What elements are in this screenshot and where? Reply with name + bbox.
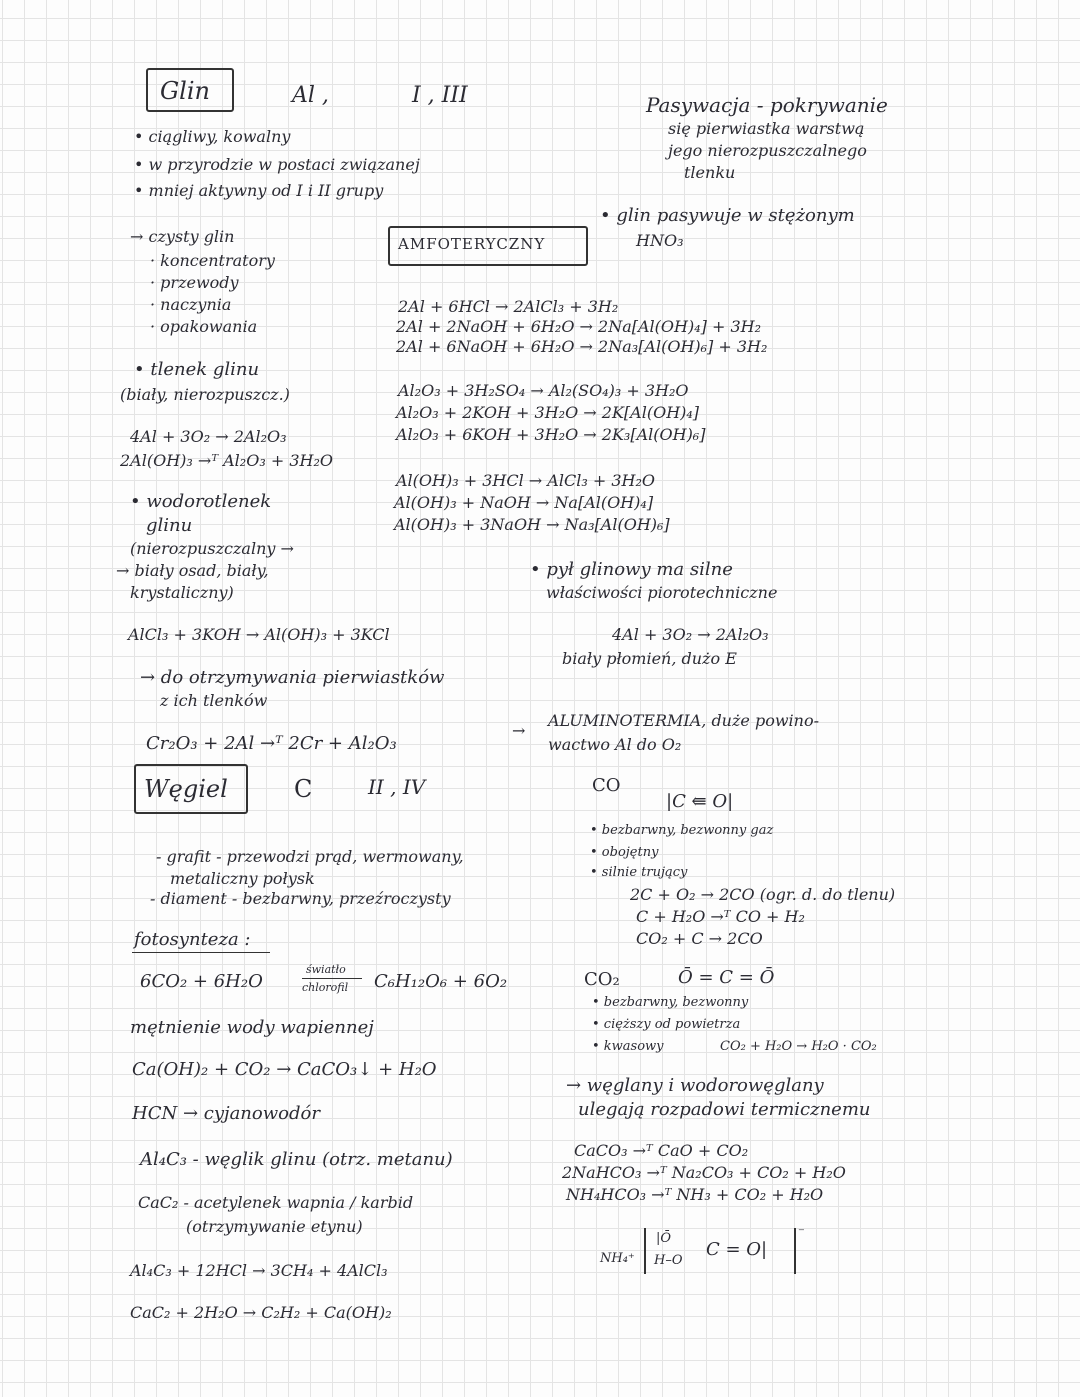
calcium-carbide-equation: CaC₂ + 2H₂O → C₂H₂ + Ca(OH)₂ bbox=[130, 1303, 392, 1322]
bicarbonate-carbon: C = O| bbox=[706, 1239, 768, 1260]
photosynthesis-products: C₆H₁₂O₆ + 6O₂ bbox=[374, 971, 508, 992]
oxide-equation-1: 4Al + 3O₂ → 2Al₂O₃ bbox=[130, 427, 287, 446]
pure-use-4: · opakowania bbox=[150, 317, 258, 336]
amphoteric-oxide-eq-1: Al₂O₃ + 3H₂SO₄ → Al₂(SO₄)₃ + 3H₂O bbox=[398, 381, 689, 400]
passivation-line-2: się pierwiastka warstwą bbox=[668, 119, 865, 138]
hydroxide-equation: AlCl₃ + 3KOH → Al(OH)₃ + 3KCl bbox=[128, 625, 390, 644]
carbonates-equation-2: 2NaHCO₃ →ᵀ Na₂CO₃ + CO₂ + H₂O bbox=[562, 1163, 846, 1182]
co-property-2: • obojętny bbox=[590, 845, 659, 860]
aluminothermy-arrow: → bbox=[512, 721, 526, 740]
valence-aluminium: I , III bbox=[412, 83, 468, 108]
aluminothermy-line-2: wactwo Al do O₂ bbox=[548, 735, 682, 754]
graphite-line-2: metaliczny połysk bbox=[170, 869, 315, 888]
photosynthesis-title: fotosynteza : bbox=[134, 929, 251, 950]
photosynthesis-arrow bbox=[302, 978, 362, 979]
co-property-1: • bezbarwny, bezwonny gaz bbox=[590, 823, 774, 838]
calcium-carbide-line: CaC₂ - acetylenek wapnia / karbid bbox=[138, 1193, 414, 1212]
title-aluminium: Glin bbox=[160, 77, 210, 105]
amphoteric-oxide-eq-3: Al₂O₃ + 6KOH + 3H₂O → 2K₃[Al(OH)₆] bbox=[396, 425, 706, 444]
passivation-line-3: jego nierozpuszczalnego bbox=[668, 141, 867, 160]
pure-use-1: · koncentratory bbox=[150, 251, 275, 270]
photosynthesis-reactants: 6CO₂ + 6H₂O bbox=[140, 971, 263, 992]
thermite-equation: Cr₂O₃ + 2Al →ᵀ 2Cr + Al₂O₃ bbox=[146, 733, 397, 754]
co-equation-2: C + H₂O →ᵀ CO + H₂ bbox=[636, 907, 805, 926]
amphoteric-metal-eq-1: 2Al + 6HCl → 2AlCl₃ + 3H₂ bbox=[398, 297, 619, 316]
passivation-line-4: tlenku bbox=[684, 163, 736, 182]
carbonates-equation-3: NH₄HCO₃ →ᵀ NH₃ + CO₂ + H₂O bbox=[566, 1185, 824, 1204]
hydroxide-title-2: glinu bbox=[146, 515, 193, 536]
passivation-title: Pasywacja - pokrywanie bbox=[646, 93, 888, 117]
ammonium-ion: NH₄⁺ bbox=[600, 1251, 635, 1266]
dust-note: biały płomień, dużo E bbox=[562, 649, 737, 668]
title-carbon: Węgiel bbox=[144, 775, 228, 803]
symbol-carbon: C bbox=[294, 775, 313, 803]
limewater-title: mętnienie wody wapiennej bbox=[130, 1017, 374, 1038]
oxide-equation-2: 2Al(OH)₃ →ᵀ Al₂O₃ + 3H₂O bbox=[120, 451, 333, 470]
co-equation-1: 2C + O₂ → 2CO (ogr. d. do tlenu) bbox=[630, 885, 896, 904]
bicarbonate-hydroxyl: H–O bbox=[654, 1253, 683, 1268]
amphoteric-label: AMFOTERYCZNY bbox=[398, 235, 546, 253]
calcium-carbide-note: (otrzymywanie etynu) bbox=[186, 1217, 363, 1236]
graphite-line: - grafit - przewodzi prąd, wermowany, bbox=[156, 847, 464, 866]
symbol-aluminium: Al , bbox=[292, 83, 329, 108]
property-2: • w przyrodzie w postaci związanej bbox=[134, 155, 420, 174]
photosynthesis-underline bbox=[132, 952, 270, 953]
passivation-note-2: HNO₃ bbox=[636, 231, 684, 250]
co-label: CO bbox=[592, 775, 621, 796]
amphoteric-metal-eq-2: 2Al + 2NaOH + 6H₂O → 2Na[Al(OH)₄] + 3H₂ bbox=[396, 317, 762, 336]
dust-line-1: • pył glinowy ma silne bbox=[530, 559, 733, 580]
amphoteric-hydroxide-eq-3: Al(OH)₃ + 3NaOH → Na₃[Al(OH)₆] bbox=[394, 515, 670, 534]
amphoteric-oxide-eq-2: Al₂O₃ + 2KOH + 3H₂O → 2K[Al(OH)₄] bbox=[396, 403, 700, 422]
photosynthesis-condition-top: światło bbox=[306, 963, 346, 976]
hcn-line: HCN → cyjanowodór bbox=[132, 1103, 320, 1124]
pure-use-2: · przewody bbox=[150, 273, 239, 292]
bicarbonate-charge: ⁻ bbox=[798, 1225, 805, 1240]
dust-line-2: właściwości piorotechniczne bbox=[546, 583, 778, 602]
co2-structure: Ō = C = Ō bbox=[678, 967, 775, 988]
co-structure: |C ⇚ O| bbox=[666, 791, 734, 812]
co-equation-3: CO₂ + C → 2CO bbox=[636, 929, 763, 948]
aluminothermy-line-1: ALUMINOTERMIA, duże powino- bbox=[548, 711, 819, 730]
hydroxide-desc-2: → biały osad, biały, bbox=[116, 561, 269, 580]
aluminium-use-line-1: → do otrzymywania pierwiastków bbox=[140, 667, 445, 688]
pure-use-3: · naczynia bbox=[150, 295, 232, 314]
hydroxide-desc-3: krystaliczny) bbox=[130, 583, 234, 602]
oxide-description: (biały, nierozpuszcz.) bbox=[120, 385, 290, 404]
co2-property-1: • bezbarwny, bezwonny bbox=[592, 995, 749, 1010]
limewater-equation: Ca(OH)₂ + CO₂ → CaCO₃↓ + H₂O bbox=[132, 1059, 437, 1080]
pure-aluminium-label: → czysty glin bbox=[130, 227, 235, 246]
co2-property-2: • cięższy od powietrza bbox=[592, 1017, 741, 1032]
dust-equation: 4Al + 3O₂ → 2Al₂O₃ bbox=[612, 625, 769, 644]
aluminium-carbide-equation: Al₄C₃ + 12HCl → 3CH₄ + 4AlCl₃ bbox=[130, 1261, 388, 1280]
amphoteric-hydroxide-eq-2: Al(OH)₃ + NaOH → Na[Al(OH)₄] bbox=[394, 493, 654, 512]
co2-label: CO₂ bbox=[584, 969, 620, 990]
amphoteric-metal-eq-3: 2Al + 6NaOH + 6H₂O → 2Na₃[Al(OH)₆] + 3H₂ bbox=[396, 337, 768, 356]
aluminium-use-line-2: z ich tlenków bbox=[160, 691, 268, 710]
aluminium-carbide-line: Al₄C₃ - węglik glinu (otrz. metanu) bbox=[140, 1149, 453, 1170]
hydroxide-desc-1: (nierozpuszczalny → bbox=[130, 539, 294, 558]
passivation-note-1: • glin pasywuje w stężonym bbox=[600, 205, 855, 226]
co2-property-3: • kwasowy bbox=[592, 1039, 664, 1054]
carbonates-equation-1: CaCO₃ →ᵀ CaO + CO₂ bbox=[574, 1141, 749, 1160]
bicarbonate-oxygen: |Ō bbox=[656, 1231, 672, 1246]
diamond-line: - diament - bezbarwny, przeźroczysty bbox=[150, 889, 451, 908]
co-property-3: • silnie trujący bbox=[590, 865, 688, 880]
carbonates-line-1: → węglany i wodorowęglany bbox=[566, 1075, 824, 1096]
property-3: • mniej aktywny od I i II grupy bbox=[134, 181, 384, 200]
property-1: • ciągliwy, kowalny bbox=[134, 127, 291, 146]
co2-reaction: CO₂ + H₂O → H₂O · CO₂ bbox=[720, 1039, 877, 1054]
hydroxide-title: • wodorotlenek bbox=[130, 491, 272, 512]
photosynthesis-condition-bottom: chlorofil bbox=[302, 981, 349, 994]
oxide-title: • tlenek glinu bbox=[134, 359, 260, 380]
amphoteric-hydroxide-eq-1: Al(OH)₃ + 3HCl → AlCl₃ + 3H₂O bbox=[396, 471, 655, 490]
valence-carbon: II , IV bbox=[368, 775, 426, 799]
carbonates-line-2: ulegają rozpadowi termicznemu bbox=[578, 1099, 871, 1120]
